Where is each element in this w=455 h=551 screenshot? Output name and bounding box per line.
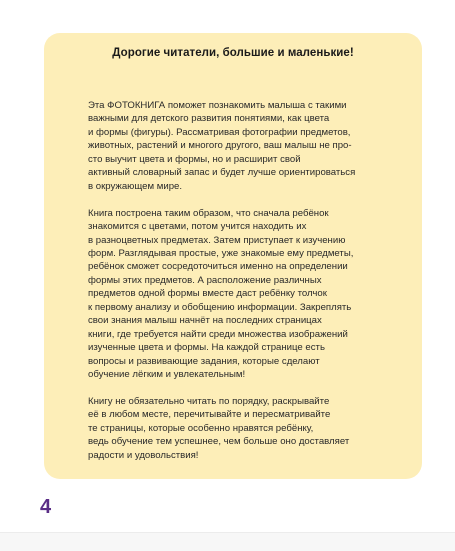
text-line: Книгу не обязательно читать по порядку, раскрывайте [88, 395, 330, 407]
text-line: активный словарный запас и будет лучше ориентироваться [88, 167, 356, 179]
paragraph [88, 207, 408, 382]
text-line: её в любом месте, перечитывайте и пересматривайте [88, 409, 331, 421]
paragraph [88, 99, 408, 193]
text-line: предметов одной формы вместе даст ребёнку толчок [88, 288, 327, 300]
text-line: важными для детского развития понятиями, как цвета [88, 113, 330, 125]
text-line: форм. Разглядывая простые, уже знакомые ему предметы, [88, 247, 354, 259]
text-line: Эта ФОТОКНИГА поможет познакомить малыша с такими [88, 100, 347, 111]
text-card [44, 33, 422, 479]
text-line: книги, где требуется найти среди множества изображений [88, 328, 348, 340]
text-line: в окружающем мире. [88, 180, 183, 192]
bottom-bar [0, 532, 455, 551]
text-line: вопросы и развивающие задания, которые сделают [88, 355, 320, 367]
text-line: формы этих предметов. А расположение различных [88, 274, 322, 286]
text-line: знакомится с цветами, потом учится находить их [88, 221, 307, 233]
paragraph [88, 395, 408, 462]
page-number: 4 [40, 496, 52, 518]
text-line: к первому анализу и обобщению информации. Закреплять [88, 301, 352, 313]
text-line: и формы (фигуры). Рассматривая фотографии предметов, [88, 126, 351, 138]
text-line: животных, растений и многого другого, ваш малыш не про- [88, 140, 352, 152]
text-line: обучение лёгким и увлекательным! [88, 369, 246, 381]
text-line: те страницы, которые особенно нравятся ребёнку, [88, 422, 314, 434]
text-line: радости и удовольствия! [88, 449, 199, 461]
text-line: ребёнок сможет сосредоточиться именно на определении [88, 261, 348, 273]
body-text [88, 99, 408, 476]
text-line: ведь обучение тем успешнее, чем больше оно доставляет [88, 436, 350, 448]
text-line: Книга построена таким образом, что сначала ребёнок [88, 207, 329, 219]
text-line: сто выучит цвета и формы, но и расширит свой [88, 153, 301, 165]
text-line: изученные цвета и формы. На каждой странице есть [88, 342, 325, 354]
text-line: в разноцветных предметах. Затем приступает к изучению [88, 234, 346, 246]
text-line: свои знания малыш начнёт на последних страницах [88, 315, 322, 327]
page-title: Дорогие читатели, большие и маленькие! [112, 47, 354, 59]
